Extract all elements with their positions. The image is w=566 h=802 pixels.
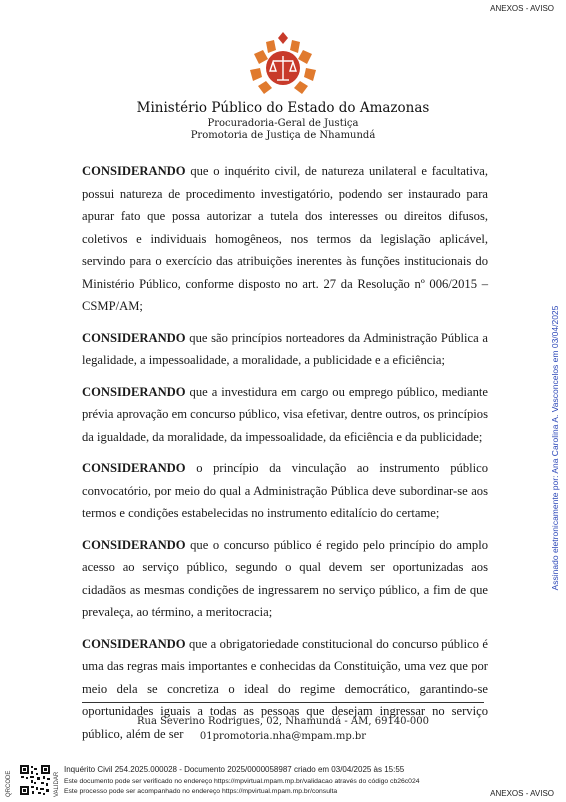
paragraph-lead: CONSIDERANDO (82, 461, 186, 475)
paragraph-text: que o inquérito civil, de natureza unilateral e facultativa, possui natureza de procedimento investigatório, podendo ser instaurado para apurar fato que possa autorizar a tutela dos interesses ou direitos difusos, coletivos e individuais homogêneos, nos termos da legislação aplicável, servindo para o exercício das atribuições inerentes às funções institucionais do Ministério Público, conforme disposto no art. 27 da Resolução nº 006/2015 – CSMP/AM; (82, 164, 488, 313)
paragraph-text: o princípio da vinculação ao instrumento público convocatório, por meio do qual a Administração Pública deve subordinar-se aos termos e condições estabelecidas no instrumento editalício do certame; (82, 461, 488, 520)
tracking-note: Este processo pode ser acompanhado no endereço https://mpvirtual.mpam.mp.br/consulta (64, 788, 338, 795)
paragraph-lead: CONSIDERANDO (82, 330, 186, 345)
paragraph (82, 381, 488, 449)
paragraph-lead: CONSIDERANDO (82, 537, 186, 552)
validate-label: VALIDAR (54, 771, 60, 797)
footer-divider (82, 702, 484, 703)
organization-title: Ministério Público do Estado do Amazonas (136, 100, 430, 116)
annex-stamp-bottom: ANEXOS - AVISO (490, 789, 554, 798)
address-line: Rua Severino Rodrigues, 02, Nhamundá - AM, 69140-000 (136, 716, 430, 727)
paragraph (82, 457, 488, 525)
paragraph-lead: CONSIDERANDO (82, 164, 186, 178)
paragraph (82, 160, 488, 318)
paragraph-lead: CONSIDERANDO (82, 384, 186, 399)
paragraph-text: que são princípios norteadores da Administração Pública a legalidade, a impessoalidade, a moralidade, a publicidade e a eficiência; (82, 330, 488, 367)
email-line: 01promotoria.nha@mpam.mp.br (199, 731, 367, 742)
validation-note: Este documento pode ser verificado no endereço https://mpvirtual.mpam.mp.br/validacao através do código cb26c024 (64, 778, 420, 785)
qrcode-label: QRCODE (6, 770, 12, 797)
electronic-signature-note: Assinado eletronicamente por: Ana Carolina A. Vasconcelos em 03/04/2025 (550, 305, 560, 591)
qr-code-icon[interactable] (19, 764, 51, 796)
paragraph-text: que a investidura em cargo ou emprego público, mediante prévia aprovação em concurso público, visa efetivar, dentre outros, os princípios da igualdade, da moralidade, da impessoalidade, da eficiência e da publicidade; (82, 384, 488, 444)
document-metadata: Inquérito Civil 254.2025.000028 - Documento 2025/0000058987 criado em 03/04/2025 às 15:55 (64, 765, 405, 774)
annex-stamp-top: ANEXOS - AVISO (490, 4, 554, 13)
paragraph (82, 327, 488, 372)
paragraph (82, 534, 488, 624)
mpam-logo (244, 28, 322, 98)
office-subtitle: Promotoria de Justiça de Nhamundá (190, 130, 376, 141)
paragraph-text: que o concurso público é regido pelo princípio do amplo acesso ao serviço público, segundo o qual devem ser oportunizadas aos cidadãos as mesmas condições de ingressarem no serviço público, a fim de que prevaleça, ao término, a meritocracia; (82, 537, 488, 619)
paragraph-text: que a obrigatoriedade constitucional do concurso público é uma das regras mais importantes e conhecidas da Constituição, uma vez que por meio dela se concretiza o ideal do regime democrático, garantindo-se oportunidades iguais a todas as pessoas que desejam ingressar no serviço público, além de ser (82, 636, 488, 741)
document-body (82, 160, 488, 754)
paragraph (82, 633, 488, 746)
organization-subtitle: Procuradoria-Geral de Justiça (207, 118, 359, 129)
paragraph-lead: CONSIDERANDO (82, 636, 186, 651)
